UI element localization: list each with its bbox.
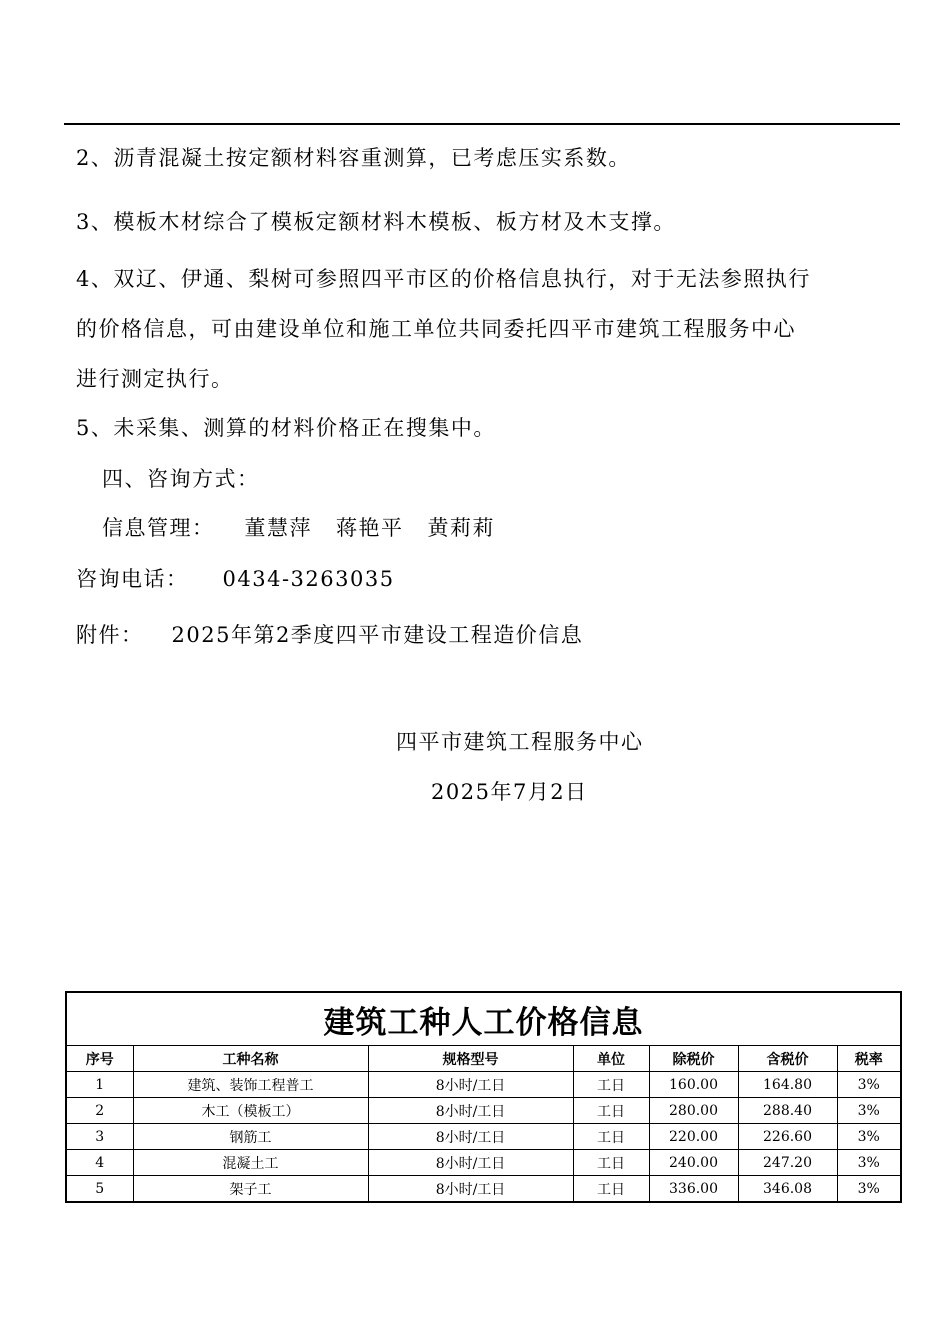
cell-unit: 工日	[573, 1098, 649, 1124]
table-row	[66, 1124, 901, 1150]
signature-date: 2025年7月2日	[431, 780, 588, 804]
header-unit: 单位	[573, 1046, 649, 1072]
cell-spec: 8小时/工日	[368, 1124, 573, 1150]
cell-spec: 8小时/工日	[368, 1098, 573, 1124]
manager-name-2: 蒋艳平	[336, 516, 404, 540]
cell-unit: 工日	[573, 1072, 649, 1098]
table-header-row	[66, 1046, 901, 1072]
attachment-title: 2025年第2季度四平市建设工程造价信息	[171, 623, 584, 647]
phone-label: 咨询电话：	[76, 567, 189, 591]
info-management-line	[102, 515, 495, 541]
cell-tax-rate: 3%	[837, 1176, 901, 1203]
attachment-label: 附件：	[76, 623, 144, 647]
note-2: 2、沥青混凝土按定额材料容重测算，已考虑压实系数。	[76, 146, 631, 170]
note-4-line-2: 的价格信息，可由建设单位和施工单位共同委托四平市建筑工程服务中心	[76, 317, 796, 341]
cell-spec: 8小时/工日	[368, 1176, 573, 1203]
cell-index: 1	[66, 1072, 133, 1098]
manager-name-1: 董慧萍	[244, 516, 312, 540]
cell-tax-rate: 3%	[837, 1098, 901, 1124]
header-index: 序号	[66, 1046, 133, 1072]
cell-trade-name: 建筑、装饰工程普工	[133, 1072, 368, 1098]
labor-price-table	[65, 991, 902, 1203]
cell-price-excl-tax: 220.00	[649, 1124, 738, 1150]
cell-spec: 8小时/工日	[368, 1150, 573, 1176]
manager-name-3: 黄莉莉	[427, 516, 495, 540]
cell-trade-name: 架子工	[133, 1176, 368, 1203]
cell-trade-name: 钢筋工	[133, 1124, 368, 1150]
cell-unit: 工日	[573, 1176, 649, 1203]
cell-spec: 8小时/工日	[368, 1072, 573, 1098]
contact-heading: 四、咨询方式：	[102, 467, 260, 491]
cell-index: 3	[66, 1124, 133, 1150]
table-title: 建筑工种人工价格信息	[66, 992, 901, 1046]
top-rule	[64, 123, 900, 125]
header-trade-name: 工种名称	[133, 1046, 368, 1072]
note-4-line-1: 4、双辽、伊通、梨树可参照四平市区的价格信息执行，对于无法参照执行	[76, 267, 811, 291]
table-row	[66, 1176, 901, 1203]
header-tax-rate: 税率	[837, 1046, 901, 1072]
note-3: 3、模板木材综合了模板定额材料木模板、板方材及木支撑。	[76, 210, 676, 234]
header-spec: 规格型号	[368, 1046, 573, 1072]
note-4-line-3: 进行测定执行。	[76, 367, 234, 391]
phone-line	[76, 566, 395, 592]
cell-price-incl-tax: 346.08	[738, 1176, 837, 1203]
cell-price-excl-tax: 240.00	[649, 1150, 738, 1176]
cell-price-incl-tax: 288.40	[738, 1098, 837, 1124]
cell-tax-rate: 3%	[837, 1124, 901, 1150]
cell-unit: 工日	[573, 1124, 649, 1150]
cell-price-excl-tax: 160.00	[649, 1072, 738, 1098]
cell-tax-rate: 3%	[837, 1150, 901, 1176]
table-row	[66, 1150, 901, 1176]
info-management-label: 信息管理：	[102, 516, 215, 540]
table-row	[66, 1072, 901, 1098]
cell-price-incl-tax: 164.80	[738, 1072, 837, 1098]
cell-price-excl-tax: 280.00	[649, 1098, 738, 1124]
cell-trade-name: 混凝土工	[133, 1150, 368, 1176]
header-price-incl-tax: 含税价	[738, 1046, 837, 1072]
attachment-line	[76, 622, 583, 648]
cell-index: 2	[66, 1098, 133, 1124]
cell-price-excl-tax: 336.00	[649, 1176, 738, 1203]
note-5: 5、未采集、测算的材料价格正在搜集中。	[76, 416, 496, 440]
header-price-excl-tax: 除税价	[649, 1046, 738, 1072]
cell-price-incl-tax: 226.60	[738, 1124, 837, 1150]
table-row	[66, 1098, 901, 1124]
cell-trade-name: 木工（模板工）	[133, 1098, 368, 1124]
cell-price-incl-tax: 247.20	[738, 1150, 837, 1176]
cell-index: 4	[66, 1150, 133, 1176]
cell-tax-rate: 3%	[837, 1072, 901, 1098]
signature-org: 四平市建筑工程服务中心	[396, 730, 644, 754]
cell-unit: 工日	[573, 1150, 649, 1176]
phone-number: 0434-3263035	[222, 567, 395, 591]
cell-index: 5	[66, 1176, 133, 1203]
table-title-row	[66, 992, 901, 1046]
